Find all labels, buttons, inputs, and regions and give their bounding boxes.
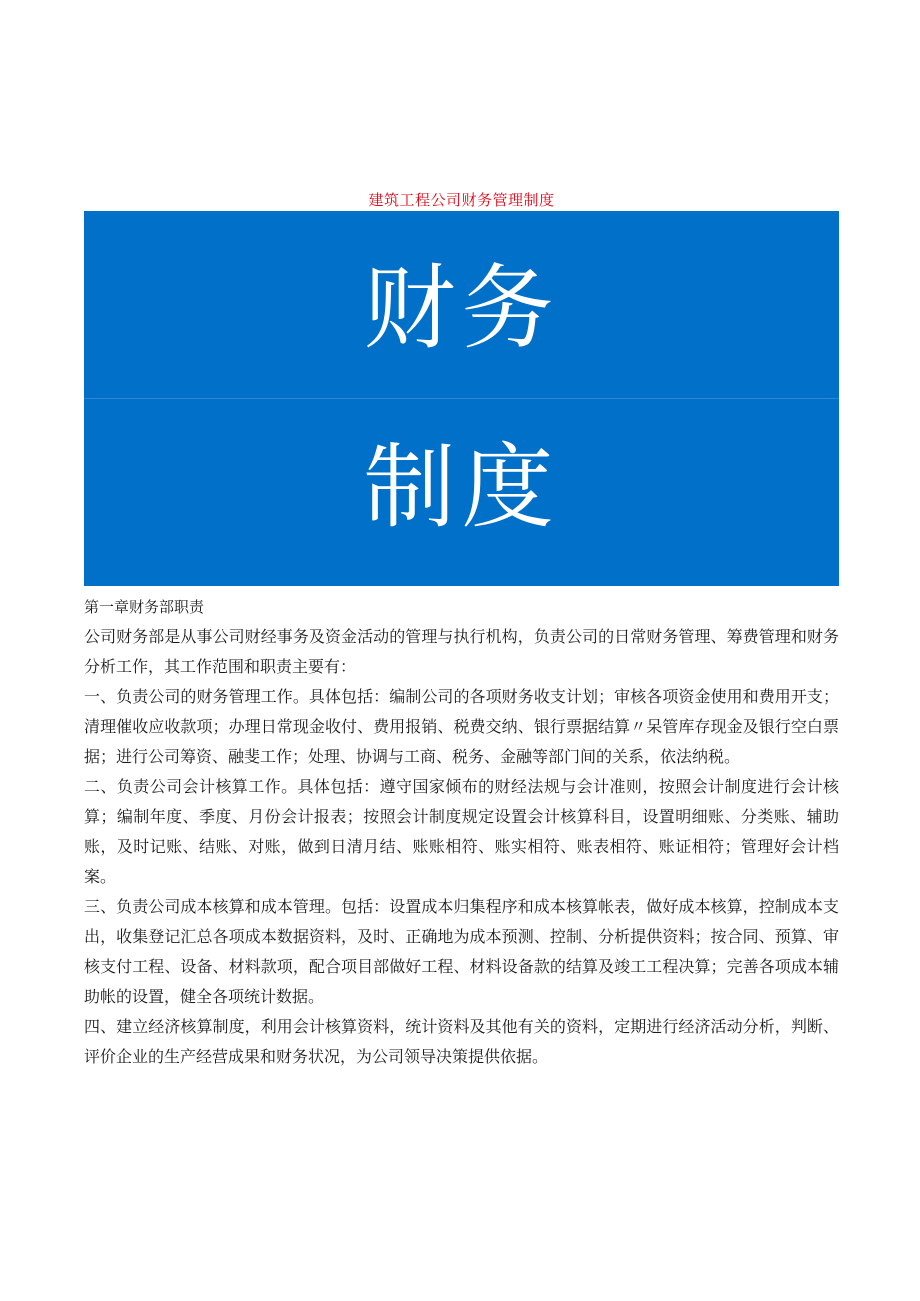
intro-paragraph: 公司财务部是从事公司财经事务及资金活动的管理与执行机构，负责公司的日常财务管理、筹费管理和财务分析工作，其工作范围和职责主要有： bbox=[84, 627, 839, 676]
cover-banner bbox=[84, 211, 839, 586]
duty-item-1: 一、负责公司的财务管理工作。具体包括：编制公司的各项财务收支计划；审核各项资金使用和费用开支；清理催收应收款项；办理日常现金收付、费用报销、税费交纳、银行票据结算〃呆管库存现金及银行空白票据；进行公司筹资、融斐工作；处理、协调与工商、税务、金融等部门间的关系，依法纳税。 bbox=[84, 687, 839, 766]
duty-item-2: 二、负责公司会计核算工作。具体包括：遵守国家倾布的财经法规与会计准则，按照会计制度进行会计核算；编制年度、季度、月份会计报表；按照会计制度规定设置会计核算科目，设置明细账、分类账、辅助账，及时记账、结账、对账，做到日清月结、账账相符、账实相符、账表相符、账证相符；管理好会计档案。 bbox=[84, 777, 839, 886]
cover-title-line-1: 财务 bbox=[363, 254, 560, 362]
cover-title-line-2: 制度 bbox=[363, 433, 560, 541]
document-body bbox=[84, 592, 839, 1072]
duty-item-4: 四、建立经济核算制度，利用会计核算资料，统计资料及其他有关的资料，定期进行经济活动分析，判断、评价企业的生产经营成果和财务状况，为公司领导决策提供依据。 bbox=[84, 1017, 839, 1066]
chapter-heading: 第一章财务部职责 bbox=[84, 598, 205, 616]
document-title: 建筑工程公司财务管理制度 bbox=[368, 191, 555, 209]
duty-item-3: 三、负责公司成本核算和成本管理。包括：设置成本归集程序和成本核算帐表，做好成本核算，控制成本支出，收集登记汇总各项成本数据资料，及时、正确地为成本预测、控制、分析提供资料；按合同、预算、审核支付工程、设备、材料款项，配合项目部做好工程、材料设备款的结算及竣工工程决算；完善各项成本辅助帐的设置，健全各项统计数据。 bbox=[84, 897, 839, 1006]
